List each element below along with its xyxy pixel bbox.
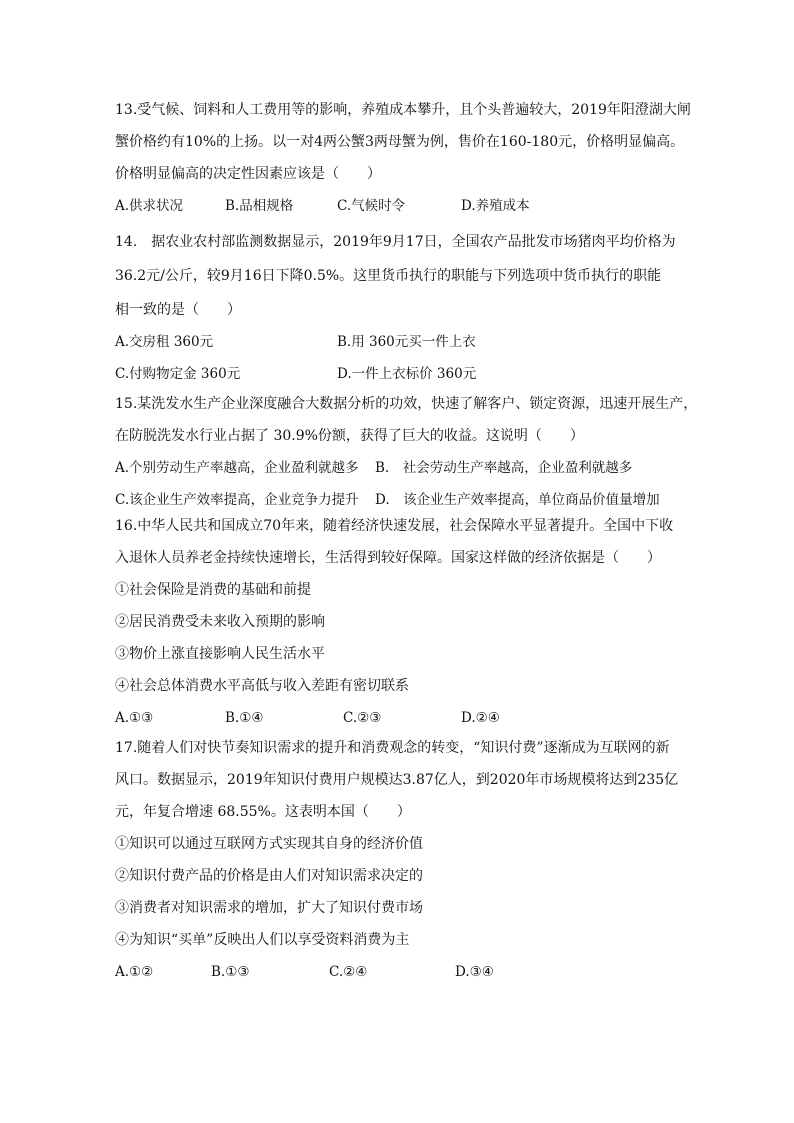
option-a: A.个别劳动生产率越高，企业盈利就越多 [115,460,359,476]
options-row [115,708,673,728]
options-row [115,962,678,982]
question-15 [115,394,697,510]
option-b: B. 社会劳动生产率越高，企业盈利就越多 [375,460,633,476]
question-line: 元，年复合增速 68.55%。这表明本国（ ） [115,804,411,820]
question-17 [115,738,678,982]
options-row [115,364,676,384]
option-a: A.①③ [115,710,154,726]
statement-item: ③物价上涨直接影响人民生活水平 [115,646,325,662]
statement-item: ④为知识“买单”反映出人们以享受资料消费为主 [115,932,410,948]
option-a: A.①② [115,964,154,980]
option-c: C.②④ [329,964,368,980]
option-c: C.该企业生产效率提高，企业竞争力提升 [115,492,359,508]
option-d: D.②④ [461,710,500,726]
options-row [115,196,691,216]
statement-item: ③消费者对知识需求的增加，扩大了知识付费市场 [115,900,423,916]
statement-item: ④社会总体消费水平高低与收入差距有密切联系 [115,678,409,694]
option-d: D.养殖成本 [461,198,530,214]
statement-item: ②居民消费受未来收入预期的影响 [115,614,325,630]
question-line: 入退休人员养老金持续快速增长，生活得到较好保障。国家这样做的经济依据是（ ） [115,550,661,566]
question-14 [115,232,676,384]
question-line: 相一致的是（ ） [115,302,241,318]
question-line: 15.某洗发水生产企业深度融合大数据分析的功效，快速了解客户、锁定资源，迅速开展生产， [115,396,698,412]
statement-item: ①知识可以通过互联网方式实现其自身的经济价值 [115,836,423,852]
question-line: 16.中华人民共和国成立70年来，随着经济快速发展，社会保障水平显著提升。全国中下收 [115,518,674,534]
option-d: D.一件上衣标价 360元 [337,366,477,382]
option-c: C.②③ [343,710,382,726]
statement-item: ②知识付费产品的价格是由人们对知识需求决定的 [115,868,423,884]
option-b: B.用 360元买一件上衣 [337,334,476,350]
question-13 [115,100,691,216]
question-line: 17.随着人们对快节奏知识需求的提升和消费观念的转变，“知识付费”逐渐成为互联网的新 [115,740,670,756]
option-d: D. 该企业生产效率提高，单位商品价值量增加 [375,492,660,508]
options-row [115,490,697,510]
option-c: C.付购物定金 360元 [115,366,241,382]
option-b: B.①④ [225,710,264,726]
option-d: D.③④ [455,964,494,980]
question-line: 36.2元/公斤，较9月16日下降0.5%。这里货币执行的职能与下列选项中货币执行的职能 [115,268,662,284]
question-line: 在防脱洗发水行业占据了 30.9%份额，获得了巨大的收益。这说明（ ） [115,428,584,444]
question-line: 蟹价格约有10%的上扬。以一对4两公蟹3两母蟹为例，售价在160-180元，价格明显偏高。 [115,134,685,150]
option-a: A.供求状况 [115,198,184,214]
option-b: B.品相规格 [225,198,294,214]
statement-item: ①社会保险是消费的基础和前提 [115,582,311,598]
question-line: 13.受气候、饲料和人工费用等的影响，养殖成本攀升，且个头普遍较大，2019年阳澄湖大闸 [115,102,691,118]
option-a: A.交房租 360元 [115,334,214,350]
option-c: C.气候时令 [337,198,406,214]
options-row [115,458,697,478]
question-line: 风口。数据显示，2019年知识付费用户规模达3.87亿人，到2020年市场规模将达到235亿 [115,772,679,788]
question-line: 14. 据农业农村部监测数据显示，2019年9月17日，全国农产品批发市场猪肉平均价格为 [115,234,676,250]
options-row [115,332,676,352]
option-b: B.①③ [211,964,250,980]
question-line: 价格明显偏高的决定性因素应该是（ ） [115,166,381,182]
question-16 [115,516,673,728]
